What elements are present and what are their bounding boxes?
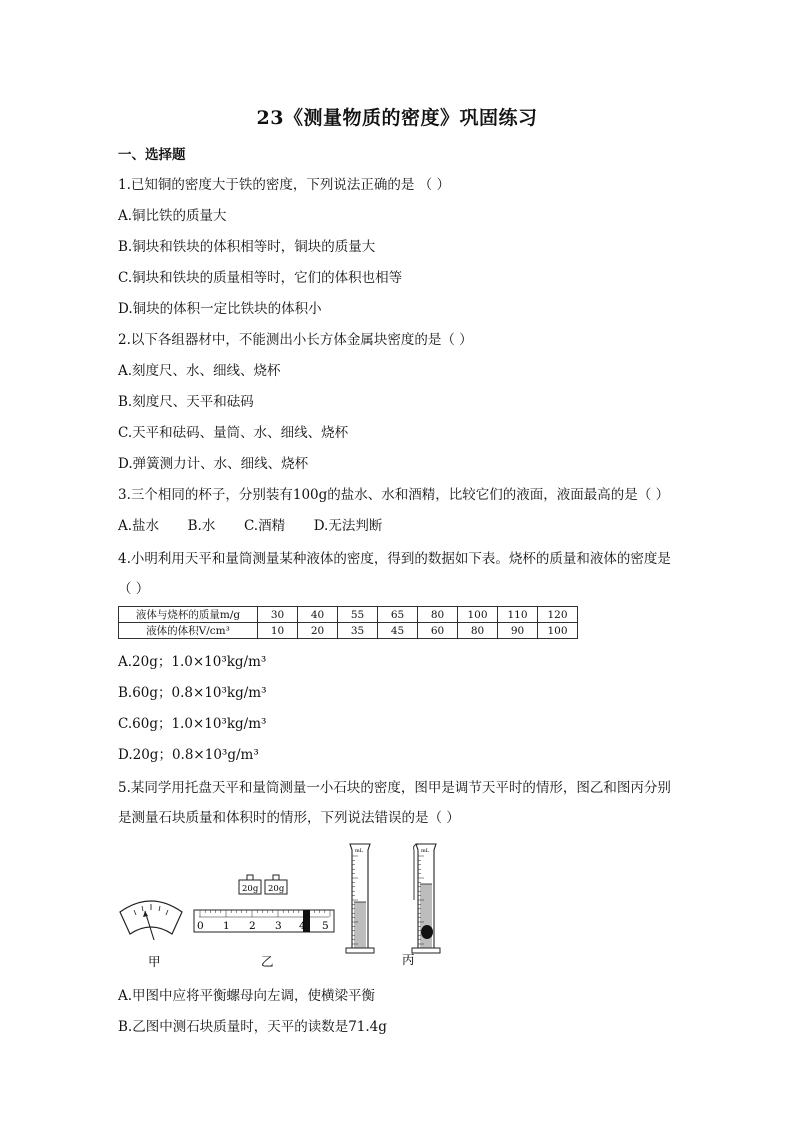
q3-option-c: C.酒精 [243, 518, 286, 534]
cylinder-unit-label: mL [355, 848, 364, 854]
q2-option-a: A.刻度尺、水、细线、烧杯 [118, 363, 281, 379]
table-header-mass: 液体与烧杯的质量m/g [119, 607, 258, 623]
table-cell: 30 [258, 607, 298, 623]
q4-option-d: D.20g；0.8×10³g/m³ [118, 747, 259, 763]
question-5-stem-line1: 5.某同学用托盘天平和量筒测量一小石块的密度，图甲是调节天平时的情形，图乙和图丙分别 [118, 780, 671, 796]
ruler-tick-label: 5 [322, 920, 329, 932]
cylinder-unit-label: mL [421, 848, 430, 854]
table-cell: 20 [298, 623, 338, 639]
question-1-stem: 1.已知铜的密度大于铁的密度，下列说法正确的是 （ ） [118, 177, 450, 193]
q5-figure [116, 840, 456, 979]
table-cell: 120 [538, 607, 578, 623]
graduated-cylinder-with-stone-icon [412, 844, 440, 953]
table-row [119, 623, 578, 639]
page-title: 23《测量物质的密度》巩固练习 [256, 107, 538, 129]
q1-option-b: B.铜块和铁块的体积相等时，铜块的质量大 [118, 239, 376, 255]
q1-option-a: A.铜比铁的质量大 [118, 208, 227, 224]
table-cell: 90 [498, 623, 538, 639]
label-jia: 甲 [148, 954, 161, 969]
table-cell: 110 [498, 607, 538, 623]
weight-label-1: 20g [242, 884, 259, 894]
question-2-stem: 2.以下各组器材中，不能测出小长方体金属块密度的是（ ） [118, 332, 473, 348]
ruler-tick-label: 2 [249, 920, 256, 932]
table-cell: 55 [338, 607, 378, 623]
table-cell: 100 [538, 623, 578, 639]
table-header-volume: 液体的体积V/cm³ [119, 623, 258, 639]
table-cell: 60 [418, 623, 458, 639]
question-4-stem-cont: （ ） [118, 581, 150, 597]
table-cell: 10 [258, 623, 298, 639]
table-cell: 35 [338, 623, 378, 639]
question-3-stem: 3.三个相同的杯子，分别装有100g的盐水、水和酒精，比较它们的液面，液面最高的是（ ） [118, 487, 670, 503]
q4-option-a: A.20g；1.0×10³kg/m³ [118, 654, 267, 670]
balance-and-cylinder-diagram [116, 840, 456, 975]
label-bing: 丙 [402, 952, 415, 967]
ruler-tick-label: 1 [223, 920, 230, 932]
weight-label-2: 20g [268, 884, 285, 894]
q4-option-c: C.60g；1.0×10³kg/m³ [118, 716, 267, 732]
q3-option-d: D.无法判断 [313, 518, 383, 534]
graduated-cylinder-icon [346, 844, 374, 953]
ruler-tick-label: 0 [197, 920, 204, 932]
q3-option-a: A.盐水 [118, 518, 160, 534]
q2-option-c: C.天平和砝码、量筒、水、细线、烧杯 [118, 425, 349, 441]
question-5-stem-line2: 是测量石块质量和体积时的情形，下列说法错误的是（ ） [118, 810, 460, 826]
q3-options-row [118, 517, 382, 535]
q4-option-b: B.60g；0.8×10³kg/m³ [118, 685, 267, 701]
q2-option-b: B.刻度尺、天平和砝码 [118, 394, 254, 410]
table-cell: 45 [378, 623, 418, 639]
q1-option-c: C.铜块和铁块的质量相等时，它们的体积也相等 [118, 270, 403, 286]
data-table [118, 606, 578, 639]
table-cell: 80 [458, 623, 498, 639]
table-cell: 100 [458, 607, 498, 623]
q2-option-d: D.弹簧测力计、水、细线、烧杯 [118, 456, 309, 472]
q5-option-a: A.甲图中应将平衡螺母向左调，使横梁平衡 [118, 988, 376, 1004]
table-cell: 40 [298, 607, 338, 623]
table-cell: 80 [418, 607, 458, 623]
ruler-tick-label: 4 [299, 920, 306, 932]
ruler-tick-label: 3 [275, 920, 282, 932]
balance-dial-icon [120, 901, 182, 940]
q5-option-b: B.乙图中测石块质量时，天平的读数是71.4g [118, 1019, 387, 1035]
q1-option-d: D.铜块的体积一定比铁块的体积小 [118, 301, 322, 317]
table-cell: 65 [378, 607, 418, 623]
section-heading: 一、选择题 [118, 147, 186, 163]
label-yi: 乙 [261, 954, 274, 969]
question-4-stem: 4.小明利用天平和量筒测量某种液体的密度，得到的数据如下表。烧杯的质量和液体的密度是 [118, 551, 671, 567]
q3-option-b: B.水 [187, 518, 216, 534]
table-row [119, 607, 578, 623]
ruler [194, 910, 334, 932]
